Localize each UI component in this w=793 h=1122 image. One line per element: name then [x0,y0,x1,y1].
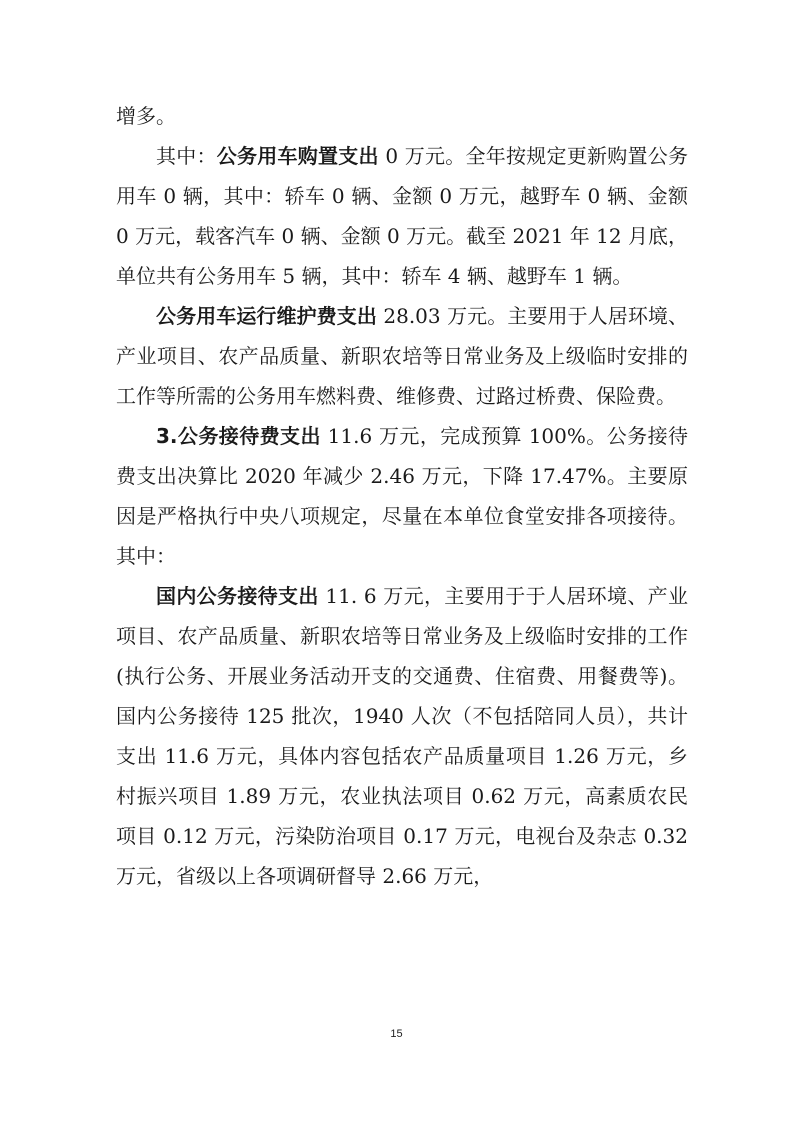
paragraph-heading: 公务用车运行维护费支出 [156,304,377,328]
paragraph-domestic-reception [116,576,688,896]
body-text [116,96,688,896]
paragraph-heading: 3.公务接待费支出 [156,424,321,448]
paragraph-text: 增多。 [116,104,176,128]
page-number: 15 [390,1028,403,1040]
paragraph-heading: 公务用车购置支出 [216,144,379,168]
paragraph-text: 11.6 万元，完成预算 100%。公务接待费支出决算比 2020 年减少 2.46 万元，下降 17.47%。主要原因是严格执行中央八项规定，尽量在本单位食堂安排各项接待。其中： [116,424,688,568]
paragraph-text: 28.03 万元。主要用于人居环境、产业项目、农产品质量、新职农培等日常业务及上级临时安排的工作等所需的公务用车燃料费、维修费、过路过桥费、保险费。 [116,304,688,408]
paragraph-continuation [116,96,688,136]
paragraph-vehicle-maintenance [116,296,688,416]
paragraph-vehicle-purchase [116,136,688,296]
paragraph-text: 0 万元。全年按规定更新购置公务用车 0 辆，其中：轿车 0 辆、金额 0 万元，越野车 0 辆、金额 0 万元，载客汽车 0 辆、金额 0 万元。截至 2021 年 12 月底，单位共有公务用车 5 辆，其中：轿车 4 辆、越野车 1 辆。 [116,144,688,288]
paragraph-heading: 国内公务接待支出 [156,584,319,608]
paragraph-text: 11. 6 万元，主要用于于人居环境、产业项目、农产品质量、新职农培等日常业务及上级临时安排的工作 (执行公务、开展业务活动开支的交通费、住宿费、用餐费等)。国内公务接待 125 批次，1940 人次（不包括陪同人员），共计支出 11.6 万元，具体内容包括农产品质量项目 1.26 万元，乡村振兴项目 1.89 万元，农业执法项目 0.62 万元，高素质农民项目 0.12 万元，污染防治项目 0.17 万元，电视台及杂志 0.32 万元，省级以上各项调研督导 2.66 万元， [116,584,688,888]
paragraph-reception-expense [116,416,688,576]
paragraph-lead: 其中： [156,144,217,168]
